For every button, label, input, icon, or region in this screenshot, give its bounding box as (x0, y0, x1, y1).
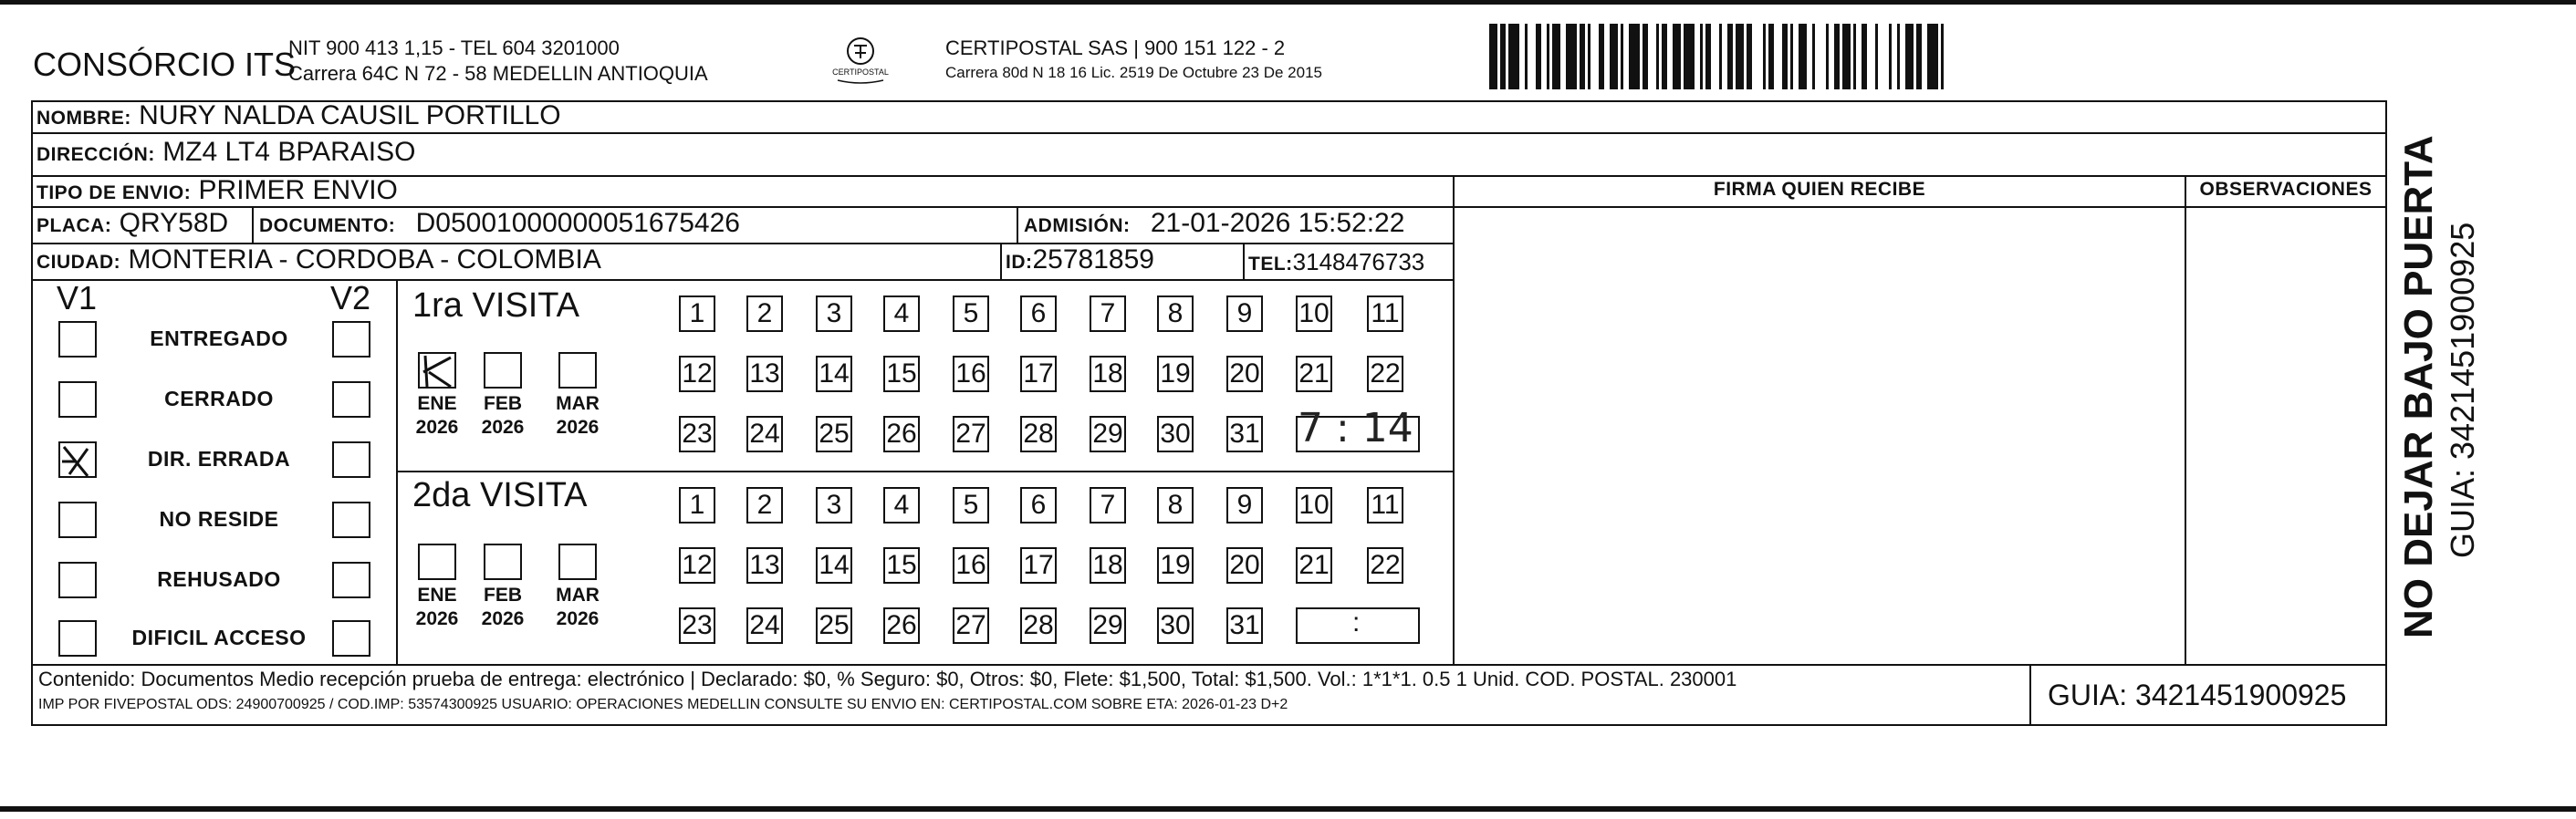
day-box[interactable]: 1 (679, 295, 715, 332)
nombre-value: NURY NALDA CAUSIL PORTILLO (139, 100, 561, 130)
barcode-bar (1782, 24, 1788, 89)
v1-checkbox[interactable] (58, 620, 97, 657)
day-box[interactable]: 13 (746, 356, 783, 392)
check-mark-icon (60, 443, 97, 478)
day-box[interactable]: 13 (746, 547, 783, 584)
direccion-row (37, 137, 415, 168)
col-line (1243, 243, 1245, 279)
v1-checkbox[interactable] (58, 562, 97, 598)
barcode-bar (1853, 24, 1856, 89)
visit2-time-colon: : (1352, 607, 1361, 638)
day-box[interactable]: 7 (1090, 487, 1126, 524)
barcode-bar (1826, 24, 1829, 89)
barcode-bar (1656, 24, 1659, 89)
day-box[interactable]: 17 (1020, 356, 1057, 392)
side-guia: GUIA: 3421451900925 (2444, 222, 2481, 558)
side-no-dejar: NO DEJAR BAJO PUERTA (2396, 135, 2441, 638)
day-box[interactable]: 24 (746, 607, 783, 644)
month-checkbox-feb[interactable] (484, 544, 522, 580)
tipo-value: PRIMER ENVIO (198, 175, 398, 205)
barcode-bar (1489, 24, 1497, 89)
day-box[interactable]: 17 (1020, 547, 1057, 584)
v2-checkbox[interactable] (332, 620, 370, 657)
barcode-bar (1927, 24, 1938, 89)
day-box[interactable]: 28 (1020, 607, 1057, 644)
nombre-label: NOMBRE: (37, 108, 131, 129)
v2-label: V2 (330, 279, 371, 316)
barcode-bar (1889, 24, 1892, 89)
barcode-bar (1763, 24, 1766, 89)
v1-label: V1 (57, 279, 98, 316)
carrier-address: Carrera 80d N 18 16 Lic. 2519 De Octubre 23 De 2015 (945, 64, 1322, 81)
day-box[interactable]: 23 (679, 607, 715, 644)
barcode-bar (1599, 24, 1604, 89)
barcode-bar (1610, 24, 1618, 89)
barcode-bar (1768, 24, 1774, 89)
col-line (1017, 206, 1018, 243)
day-box[interactable]: 31 (1226, 607, 1263, 644)
visit1-title: 1ra VISITA (412, 286, 580, 325)
v2-checkbox[interactable] (332, 441, 370, 478)
day-box[interactable]: 11 (1367, 487, 1403, 524)
status-label: ENTREGADO (150, 327, 288, 350)
barcode-bar (1700, 24, 1703, 89)
day-box[interactable]: 8 (1157, 295, 1194, 332)
id-value: 25781859 (1032, 244, 1154, 275)
day-box[interactable]: 10 (1296, 487, 1332, 524)
day-box[interactable]: 12 (679, 547, 715, 584)
tel-label: TEL: (1248, 254, 1293, 275)
barcode-bar (1862, 24, 1867, 89)
day-box[interactable]: 3 (816, 487, 852, 524)
day-box[interactable]: 8 (1157, 487, 1194, 524)
barcode-bar (1536, 24, 1541, 89)
barcode-bar (1552, 24, 1560, 89)
barcode-bar (1719, 24, 1722, 89)
ciudad-value: MONTERIA - CORDOBA - COLOMBIA (128, 244, 601, 275)
day-box[interactable]: 21 (1296, 547, 1332, 584)
barcode-bar (1834, 24, 1840, 89)
status-label: NO RESIDE (159, 507, 279, 531)
visit-divider (396, 471, 1453, 472)
month-label: ENE 2026 (415, 585, 459, 629)
barcode-bar (1747, 24, 1752, 89)
day-box[interactable]: 25 (816, 416, 852, 452)
barcode-bar (1547, 24, 1549, 89)
tipo-row (37, 175, 398, 206)
barcode-bar (1905, 24, 1914, 89)
barcode-bar (1566, 24, 1577, 89)
day-box[interactable]: 29 (1090, 607, 1126, 644)
documento-cell (259, 208, 740, 239)
day-box[interactable]: 2 (746, 487, 783, 524)
barcode-bar (1799, 24, 1807, 89)
barcode-bar (1643, 24, 1648, 89)
day-box[interactable]: 14 (816, 356, 852, 392)
ciudad-cell (37, 244, 601, 275)
footer-line2: IMP POR FIVEPOSTAL ODS: 24900700925 / COD.IMP: 53574300925 USUARIO: OPERACIONES MEDELLIN CONSULTE SU ENVIO EN: CERTIPOSTAL.COM SOBRE ETA: 2026-01-23 D+2 (38, 697, 1288, 712)
barcode-bar (1673, 24, 1681, 89)
v2-checkbox[interactable] (332, 502, 370, 538)
day-box[interactable]: 3 (816, 295, 852, 332)
barcode-bar (1897, 24, 1900, 89)
day-box[interactable]: 19 (1157, 547, 1194, 584)
tel-value: 3148476733 (1292, 248, 1425, 275)
day-box[interactable]: 9 (1226, 487, 1263, 524)
id-cell (1006, 244, 1154, 275)
day-box[interactable]: 29 (1090, 416, 1126, 452)
firma-header: FIRMA QUIEN RECIBE (1713, 179, 1926, 200)
nit-line: NIT 900 413 1,15 - TEL 604 3201000 (288, 36, 620, 59)
barcode-bar (1941, 24, 1944, 89)
certipostal-logo (829, 35, 892, 86)
day-box[interactable]: 14 (816, 547, 852, 584)
barcode-bar (1662, 24, 1667, 89)
month-checkbox-mar[interactable] (558, 544, 597, 580)
day-box[interactable]: 5 (953, 487, 989, 524)
admision-cell (1024, 208, 1404, 239)
logo-text: CERTIPOSTAL (832, 67, 889, 77)
day-box[interactable]: 28 (1020, 416, 1057, 452)
month-label: MAR 2026 (556, 585, 600, 629)
status-label: REHUSADO (157, 567, 281, 591)
day-box[interactable]: 9 (1226, 295, 1263, 332)
day-box[interactable]: 18 (1090, 547, 1126, 584)
day-box[interactable]: 7 (1090, 295, 1126, 332)
visit2-title: 2da VISITA (412, 476, 588, 514)
placa-value: QRY58D (119, 208, 229, 238)
v1-checkbox[interactable] (58, 502, 97, 538)
month-checkbox-feb[interactable] (484, 352, 522, 389)
barcode-bar (1736, 24, 1744, 89)
barcode-bar (1588, 24, 1590, 89)
barcode-bar (1500, 24, 1506, 89)
observaciones-area[interactable] (2186, 208, 2385, 664)
day-box[interactable]: 6 (1020, 487, 1057, 524)
placa-label: PLACA: (37, 215, 112, 236)
footer-line1: Contenido: Documentos Medio recepción prueba de entrega: electrónico | Declarado: $0, % Seguro: $0, Otros: $0, Flete: $1,500, Total: $1,500. Vol.: 1*1*1. 0.5 1 Unid. COD. POSTAL. 230001 (38, 668, 1737, 690)
col-line (1000, 243, 1002, 279)
row-line (31, 664, 2387, 666)
barcode-bar (1525, 24, 1528, 89)
signature-area[interactable] (1455, 208, 2185, 664)
day-box[interactable]: 26 (883, 607, 920, 644)
month-label: MAR 2026 (556, 393, 600, 438)
day-box[interactable]: 15 (883, 547, 920, 584)
day-box[interactable]: 1 (679, 487, 715, 524)
barcode-bar (1875, 24, 1878, 89)
day-box[interactable]: 30 (1157, 607, 1194, 644)
day-box[interactable]: 30 (1157, 416, 1194, 452)
month-checkbox-ene[interactable] (418, 352, 456, 389)
day-box[interactable]: 22 (1367, 547, 1403, 584)
day-box[interactable]: 4 (883, 487, 920, 524)
day-box[interactable]: 16 (953, 356, 989, 392)
barcode-bar (1629, 24, 1640, 89)
day-box[interactable]: 20 (1226, 356, 1263, 392)
day-box[interactable]: 19 (1157, 356, 1194, 392)
placa-cell (37, 208, 228, 239)
id-label: ID: (1006, 252, 1033, 273)
barcode-bar (1916, 24, 1922, 89)
day-box[interactable]: 12 (679, 356, 715, 392)
tipo-label: TIPO DE ENVIO: (37, 182, 192, 203)
barcode-bar (1812, 24, 1815, 89)
month-label: FEB 2026 (481, 585, 525, 629)
day-box[interactable]: 16 (953, 547, 989, 584)
day-box[interactable]: 27 (953, 416, 989, 452)
nombre-row (37, 100, 561, 131)
day-box[interactable]: 6 (1020, 295, 1057, 332)
admision-value: 21-01-2026 15:52:22 (1150, 208, 1405, 238)
day-box[interactable]: 26 (883, 416, 920, 452)
day-box[interactable]: 27 (953, 607, 989, 644)
day-box[interactable]: 23 (679, 416, 715, 452)
barcode-bar (1621, 24, 1623, 89)
v1-checkbox[interactable] (58, 441, 97, 478)
v2-checkbox[interactable] (332, 321, 370, 358)
day-box[interactable]: 18 (1090, 356, 1126, 392)
documento-value: D05001000000051675426 (415, 208, 740, 238)
month-checkbox-mar[interactable] (558, 352, 597, 389)
day-box[interactable]: 4 (883, 295, 920, 332)
barcode-bar (1508, 24, 1519, 89)
observaciones-header: OBSERVACIONES (2199, 179, 2373, 200)
status-label: DIR. ERRADA (147, 447, 291, 471)
day-box[interactable]: 24 (746, 416, 783, 452)
direccion-label: DIRECCIÓN: (37, 144, 155, 165)
bottom-border (0, 806, 2576, 812)
month-label: ENE 2026 (415, 393, 459, 438)
v2-checkbox[interactable] (332, 562, 370, 598)
footer-guia: GUIA: 3421451900925 (2048, 679, 2347, 711)
v1-checkbox[interactable] (58, 321, 97, 358)
day-box[interactable]: 25 (816, 607, 852, 644)
barcode (1489, 24, 2212, 89)
tel-cell (1248, 248, 1424, 276)
company-address: Carrera 64C N 72 - 58 MEDELLIN ANTIOQUIA (288, 62, 708, 85)
day-box[interactable]: 22 (1367, 356, 1403, 392)
status-label: CERRADO (164, 387, 274, 410)
day-box[interactable]: 21 (1296, 356, 1332, 392)
ciudad-label: CIUDAD: (37, 252, 121, 273)
direccion-value: MZ4 LT4 BPARAISO (162, 137, 416, 167)
row-line (31, 132, 2387, 134)
day-box[interactable]: 10 (1296, 295, 1332, 332)
admision-label: ADMISIÓN: (1024, 215, 1131, 236)
day-box[interactable]: 15 (883, 356, 920, 392)
col-line (252, 206, 254, 243)
top-border (0, 0, 2576, 5)
barcode-bar (1727, 24, 1733, 89)
visit1-time-handwritten: 7 : 14 (1298, 405, 1413, 451)
barcode-bar (1842, 24, 1851, 89)
v1-checkbox[interactable] (58, 381, 97, 418)
day-box[interactable]: 11 (1367, 295, 1403, 332)
row-line (31, 279, 1453, 281)
carrier-line: CERTIPOSTAL SAS | 900 151 122 - 2 (945, 36, 1286, 59)
day-box[interactable]: 2 (746, 295, 783, 332)
barcode-bar (1684, 24, 1695, 89)
month-checkbox-ene[interactable] (418, 544, 456, 580)
day-box[interactable]: 5 (953, 295, 989, 332)
barcode-bar (1580, 24, 1585, 89)
month-label: FEB 2026 (481, 393, 525, 438)
barcode-bar (1705, 24, 1711, 89)
documento-label: DOCUMENTO: (259, 215, 396, 236)
barcode-bar (1790, 24, 1793, 89)
day-box[interactable]: 31 (1226, 416, 1263, 452)
day-box[interactable]: 20 (1226, 547, 1263, 584)
footer-guia-divider (2029, 664, 2031, 726)
company-name: CONSÓRCIO ITS (33, 46, 297, 83)
check-mark-icon (420, 354, 456, 389)
status-label: DIFICIL ACCESO (131, 626, 307, 649)
v2-checkbox[interactable] (332, 381, 370, 418)
